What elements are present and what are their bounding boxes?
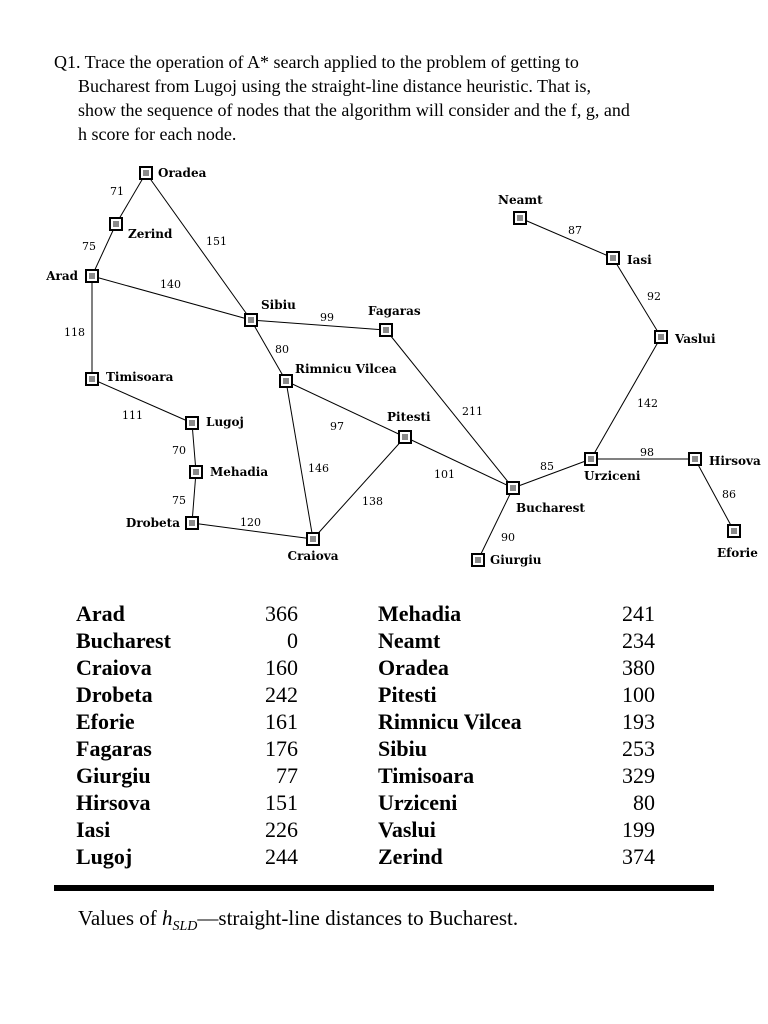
city-label-eforie: Eforie — [717, 546, 758, 560]
distance-label: 111 — [122, 409, 143, 422]
hsld-city: Giurgiu — [76, 763, 151, 788]
city-node-fill — [610, 255, 616, 261]
question-line: Q1. Trace the operation of A* search applied to the problem of getting to — [54, 52, 579, 72]
road-sibiu-fagaras — [251, 320, 386, 330]
distance-label: 118 — [64, 326, 85, 339]
city-label-hirsova: Hirsova — [709, 454, 761, 468]
city-label-lugoj: Lugoj — [206, 415, 244, 429]
road-iasi-neamt — [520, 218, 613, 258]
city-label-rimnicu: Rimnicu Vilcea — [295, 362, 397, 376]
hsld-city: Hirsova — [76, 790, 151, 815]
hsld-city: Fagaras — [76, 736, 152, 761]
caption-prefix: Values of — [78, 906, 162, 930]
city-label-oradea: Oradea — [158, 166, 207, 180]
distance-label: 99 — [320, 311, 334, 324]
hsld-value: 234 — [622, 628, 655, 653]
hsld-city: Oradea — [378, 655, 449, 680]
city-label-urziceni: Urziceni — [584, 469, 641, 483]
city-label-fagaras: Fagaras — [368, 304, 421, 318]
hsld-city: Craiova — [76, 655, 152, 680]
hsld-value: 151 — [265, 790, 298, 815]
city-node-fill — [588, 456, 594, 462]
city-label-mehadia: Mehadia — [210, 465, 269, 479]
city-node-fill — [731, 528, 737, 534]
distance-label: 92 — [647, 290, 661, 303]
distance-label: 85 — [540, 460, 554, 473]
hsld-value: 176 — [265, 736, 298, 761]
hsld-value: 160 — [265, 655, 298, 680]
road-oradea-sibiu — [146, 173, 251, 320]
road-mehadia-drobeta — [192, 472, 196, 523]
hsld-value: 329 — [622, 763, 655, 788]
distance-label: 138 — [362, 495, 383, 508]
hsld-value: 226 — [265, 817, 298, 842]
hsld-value: 0 — [287, 628, 298, 653]
hsld-city: Lugoj — [76, 844, 133, 869]
hsld-value: 193 — [622, 709, 655, 734]
distance-label: 211 — [462, 405, 483, 418]
road-edges — [92, 173, 734, 560]
road-fagaras-bucharest — [386, 330, 513, 488]
city-label-vaslui: Vaslui — [675, 332, 716, 346]
city-node-fill — [89, 376, 95, 382]
city-node-fill — [310, 536, 316, 542]
hsld-city: Mehadia — [378, 601, 462, 626]
road-oradea-zerind — [116, 173, 146, 224]
distance-label: 87 — [568, 224, 582, 237]
city-node-fill — [143, 170, 149, 176]
road-lugoj-mehadia — [192, 423, 196, 472]
hsld-city: Bucharest — [76, 628, 171, 653]
hsld-value: 100 — [622, 682, 655, 707]
city-label-arad: Arad — [46, 269, 78, 283]
city-label-zerind: Zerind — [128, 227, 173, 241]
distance-label: 140 — [160, 278, 181, 291]
road-rimnicu-craiova — [286, 381, 313, 539]
hsld-city: Neamt — [378, 628, 441, 653]
question-line: Bucharest from Lugoj using the straight-line distance heuristic. That is, — [78, 76, 592, 96]
hsld-value: 77 — [276, 763, 298, 788]
hsld-value: 199 — [622, 817, 655, 842]
city-node-fill — [189, 420, 195, 426]
hsld-city: Drobeta — [76, 682, 153, 707]
hsld-value: 366 — [265, 601, 298, 626]
road-bucharest-giurgiu — [478, 488, 513, 560]
city-node-fill — [248, 317, 254, 323]
city-node-fill — [113, 221, 119, 227]
distance-label: 97 — [330, 420, 344, 433]
city-node-fill — [193, 469, 199, 475]
city-node-fill — [658, 334, 664, 340]
city-label-drobeta: Drobeta — [125, 516, 180, 530]
hsld-city: Timisoara — [378, 763, 475, 788]
city-label-bucharest: Bucharest — [516, 501, 585, 515]
hsld-city: Arad — [76, 601, 125, 626]
city-labels — [45, 166, 761, 567]
distance-label: 142 — [637, 397, 658, 410]
distance-label: 120 — [240, 516, 261, 529]
distance-label: 71 — [110, 185, 124, 198]
caption-suffix: —straight-line distances to Bucharest. — [197, 906, 519, 930]
distance-label: 151 — [206, 235, 227, 248]
city-label-neamt: Neamt — [498, 193, 543, 207]
road-rimnicu-pitesti — [286, 381, 405, 437]
road-craiova-pitesti — [313, 437, 405, 539]
distance-label: 98 — [640, 446, 654, 459]
city-label-iasi: Iasi — [627, 253, 652, 267]
distance-label: 75 — [82, 240, 96, 253]
city-label-giurgiu: Giurgiu — [490, 553, 542, 567]
distance-label: 101 — [434, 468, 455, 481]
city-node-fill — [475, 557, 481, 563]
hsld-value: 161 — [265, 709, 298, 734]
hsld-city: Eforie — [76, 709, 135, 734]
city-label-timisoara: Timisoara — [106, 370, 174, 384]
hsld-city: Urziceni — [378, 790, 458, 815]
city-node-fill — [383, 327, 389, 333]
question-line: show the sequence of nodes that the algorithm will consider and the f, g, and — [78, 100, 630, 120]
city-node-fill — [89, 273, 95, 279]
distance-label: 75 — [172, 494, 186, 507]
hsld-value: 253 — [622, 736, 655, 761]
hsld-city: Zerind — [378, 844, 443, 869]
table-caption — [78, 906, 518, 935]
hsld-value: 80 — [633, 790, 655, 815]
city-label-sibiu: Sibiu — [261, 298, 296, 312]
distance-label: 90 — [501, 531, 515, 544]
distance-label: 146 — [308, 462, 329, 475]
hsld-city: Vaslui — [378, 817, 436, 842]
distance-label: 70 — [172, 444, 186, 457]
hsld-city: Pitesti — [378, 682, 437, 707]
hsld-value: 380 — [622, 655, 655, 680]
hsld-city: Sibiu — [378, 736, 427, 761]
city-node-fill — [517, 215, 523, 221]
city-label-craiova: Craiova — [287, 549, 339, 563]
hsld-city: Rimnicu Vilcea — [378, 709, 522, 734]
hsld-value: 241 — [622, 601, 655, 626]
city-node-fill — [510, 485, 516, 491]
city-node-fill — [283, 378, 289, 384]
hsld-value: 244 — [265, 844, 298, 869]
city-node-fill — [402, 434, 408, 440]
divider-rule — [54, 885, 714, 891]
caption-sub: SLD — [172, 919, 198, 935]
road-pitesti-bucharest — [405, 437, 513, 488]
distance-label: 86 — [722, 488, 736, 501]
city-label-pitesti: Pitesti — [387, 410, 431, 424]
hsld-city: Iasi — [76, 817, 111, 842]
question-line: h score for each node. — [78, 124, 237, 144]
caption-h: h — [161, 906, 173, 930]
distance-label: 80 — [275, 343, 289, 356]
city-node-fill — [189, 520, 195, 526]
hsld-value: 374 — [622, 844, 655, 869]
hsld-value: 242 — [265, 682, 298, 707]
city-node-fill — [692, 456, 698, 462]
